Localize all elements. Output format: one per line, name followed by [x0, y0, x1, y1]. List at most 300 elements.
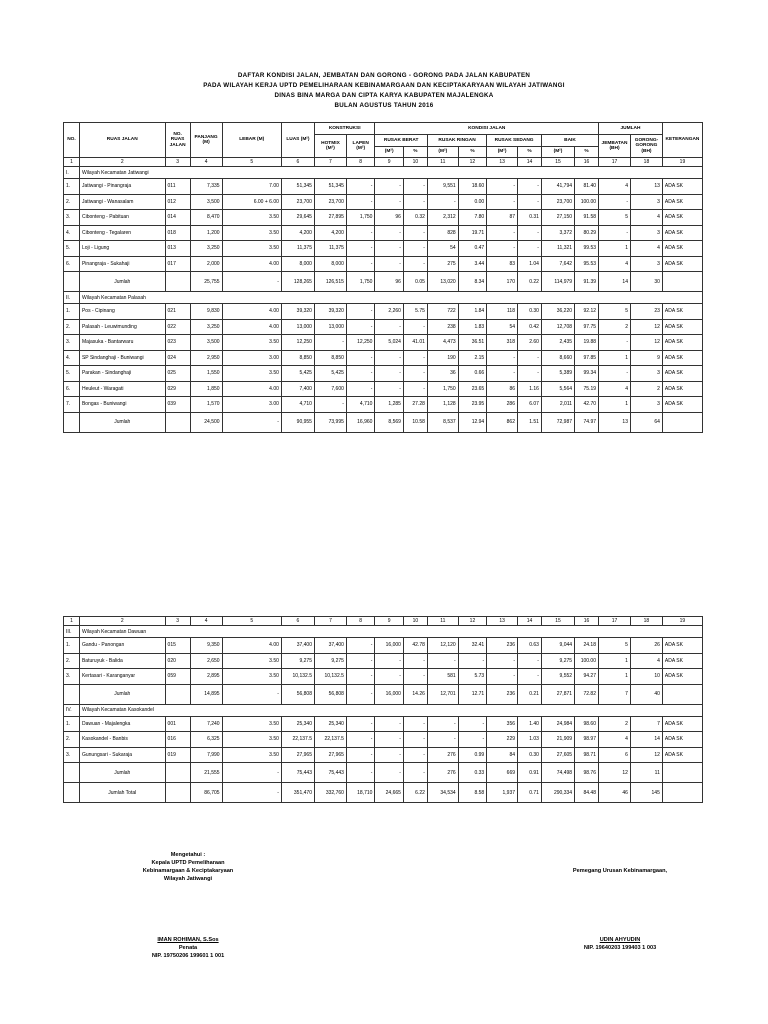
table-cell: 2,260	[375, 304, 404, 320]
table-cell: 356	[487, 716, 518, 732]
table-cell: -	[375, 256, 404, 272]
table-cell: -	[346, 179, 375, 195]
column-number-row	[64, 158, 703, 167]
header-ruas-jalan: RUAS JALAN	[79, 123, 165, 158]
table-cell: 14	[599, 272, 631, 292]
table-cell: 1	[599, 241, 631, 257]
column-number: 16	[575, 158, 599, 167]
table-cell: 8,537	[427, 412, 458, 432]
table-cell: 1.16	[518, 381, 542, 397]
table-row	[64, 638, 703, 654]
table-cell: -	[518, 225, 542, 241]
section-row	[64, 626, 703, 638]
table-cell: 1.	[64, 638, 80, 654]
table-cell: 11,375	[314, 241, 346, 257]
table-cell: -	[487, 653, 518, 669]
table-cell: -	[346, 256, 375, 272]
table-cell: 025	[165, 366, 190, 382]
table-cell: 0.32	[403, 210, 427, 226]
table-cell: 14	[630, 732, 662, 748]
table-cell: 8,000	[314, 256, 346, 272]
table-cell: 9,275	[541, 653, 574, 669]
table-cell: -	[487, 241, 518, 257]
table-row	[64, 653, 703, 669]
table-cell: 0.30	[518, 304, 542, 320]
table-cell: 018	[165, 225, 190, 241]
column-number: 13	[487, 158, 518, 167]
table-cell: ADA SK	[662, 366, 702, 382]
table-cell: 7,400	[281, 381, 314, 397]
table-cell: 0.21	[518, 684, 542, 704]
table-cell: Parakan - Sindanghaji	[79, 366, 165, 382]
table-cell: 4.00	[222, 381, 281, 397]
table-cell: 3.44	[458, 256, 487, 272]
table-cell: 42.78	[403, 638, 427, 654]
table-cell: -	[346, 684, 375, 704]
table-cell: 9,044	[541, 638, 574, 654]
table-row	[64, 350, 703, 366]
table-cell: 12,701	[427, 684, 458, 704]
table-cell: 3.50	[222, 366, 281, 382]
table-cell: 318	[487, 335, 518, 351]
total-row	[64, 412, 703, 432]
header-rusak-sedang: RUSAK SEDANG	[487, 135, 542, 147]
table-cell: 4	[599, 381, 631, 397]
table-cell: 4,473	[427, 335, 458, 351]
table-cell: 4	[630, 653, 662, 669]
table-cell	[165, 684, 190, 704]
table-cell: ADA SK	[662, 319, 702, 335]
table-cell: 1.03	[518, 732, 542, 748]
table-cell: -	[375, 747, 404, 763]
table-cell: 023	[165, 335, 190, 351]
table-cell: 0.71	[518, 783, 542, 803]
table-cell: 4.00	[222, 319, 281, 335]
table-cell: 14.26	[403, 684, 427, 704]
table-cell: 015	[165, 638, 190, 654]
table-cell: 1	[599, 653, 631, 669]
table-cell: 74.97	[575, 412, 599, 432]
table-cell: -	[487, 350, 518, 366]
section-label: Wilayah Kecamatan Palasah	[79, 292, 702, 304]
table-cell: Kertasari - Karanganyar	[79, 669, 165, 685]
table-cell: 7,600	[314, 381, 346, 397]
table-cell: 9	[630, 350, 662, 366]
column-number: 10	[403, 158, 427, 167]
table-cell: 90,955	[281, 412, 314, 432]
header-jumlah: JUMLAH	[599, 123, 663, 135]
column-number: 3	[165, 617, 190, 626]
table-cell: -	[346, 225, 375, 241]
table-cell: 56,808	[314, 684, 346, 704]
table-cell: 4	[599, 732, 631, 748]
title-line-3: DINAS BINA MARGA DAN CIPTA KARYA KABUPATEN MAJALENGKA	[274, 92, 494, 99]
table-cell: -	[518, 653, 542, 669]
table-row	[64, 381, 703, 397]
table-cell	[662, 763, 702, 783]
table-cell: 73,995	[314, 412, 346, 432]
table-cell: 4.	[64, 350, 80, 366]
table-cell: 4,200	[314, 225, 346, 241]
table-cell: 0.47	[458, 241, 487, 257]
table-cell: 2.	[64, 732, 80, 748]
header-unit-pct: %	[403, 147, 427, 158]
table-cell: 2.	[64, 319, 80, 335]
table-cell: 3,250	[190, 319, 222, 335]
table-cell: 2,650	[190, 653, 222, 669]
table-cell: 0.00	[458, 194, 487, 210]
sign-left-line-4: Wilayah Jatiwangi	[163, 876, 213, 882]
table-cell: 024	[165, 350, 190, 366]
table-cell: -	[487, 179, 518, 195]
table-cell: 23.65	[458, 381, 487, 397]
table-cell: 98.76	[575, 763, 599, 783]
table-cell: ADA SK	[662, 716, 702, 732]
table-cell: 23,700	[314, 194, 346, 210]
column-number: 3	[165, 158, 190, 167]
table-row	[64, 256, 703, 272]
table-cell: 46	[599, 783, 631, 803]
header-lapen: LAPEN (M²)	[346, 135, 375, 158]
table-cell: 2,312	[427, 210, 458, 226]
table-cell: 25,340	[281, 716, 314, 732]
table-cell: 99.34	[575, 366, 599, 382]
table-cell: 0.31	[518, 210, 542, 226]
section-number: II.	[64, 292, 80, 304]
table-cell: 3.50	[222, 653, 281, 669]
table-cell: 87	[487, 210, 518, 226]
table-cell: 4	[630, 241, 662, 257]
table-cell: -	[487, 669, 518, 685]
table-cell: 75,443	[314, 763, 346, 783]
table-cell: 8.58	[458, 783, 487, 803]
column-number: 6	[281, 158, 314, 167]
table-cell: 1.83	[458, 319, 487, 335]
table-cell: ADA SK	[662, 194, 702, 210]
table-cell: 5	[599, 304, 631, 320]
table-cell: 3.50	[222, 716, 281, 732]
table-cell: 51,345	[281, 179, 314, 195]
table-cell: 9,275	[314, 653, 346, 669]
column-number: 7	[314, 617, 346, 626]
table-cell: 021	[165, 304, 190, 320]
header-gorong: GORONG-GORONG (BH)	[630, 135, 662, 158]
table-cell: -	[346, 194, 375, 210]
table-cell	[64, 272, 80, 292]
table-cell: 9,830	[190, 304, 222, 320]
table-cell: 2,895	[190, 669, 222, 685]
table-cell: Gandu - Panongan	[79, 638, 165, 654]
table-cell: 81.40	[575, 179, 599, 195]
table-cell: Pos - Cipinang	[79, 304, 165, 320]
table-cell: ADA SK	[662, 732, 702, 748]
column-number: 14	[518, 617, 542, 626]
table-cell: 27,965	[281, 747, 314, 763]
table-cell: ADA SK	[662, 747, 702, 763]
table-cell: -	[403, 653, 427, 669]
table-cell: 30	[630, 272, 662, 292]
table-cell: ADA SK	[662, 241, 702, 257]
table-cell: 99.53	[575, 241, 599, 257]
table-cell: 41.01	[403, 335, 427, 351]
table-cell: 2,950	[190, 350, 222, 366]
table-cell: ADA SK	[662, 256, 702, 272]
table-cell: 18,710	[346, 783, 375, 803]
table-cell: 94.27	[575, 669, 599, 685]
table-cell: 275	[427, 256, 458, 272]
column-number: 1	[64, 158, 80, 167]
table-cell: 3,500	[190, 194, 222, 210]
table-cell: 7,990	[190, 747, 222, 763]
table-cell: -	[403, 179, 427, 195]
table-row	[64, 335, 703, 351]
table-cell: 92.12	[575, 304, 599, 320]
table-cell: 0.22	[518, 272, 542, 292]
column-number: 11	[427, 617, 458, 626]
table-cell: -	[375, 653, 404, 669]
table-cell: 3.50	[222, 225, 281, 241]
table-cell: 12,250	[281, 335, 314, 351]
column-number: 17	[599, 617, 631, 626]
column-number: 2	[79, 617, 165, 626]
table-cell: Jumlah Total	[79, 783, 165, 803]
table-row	[64, 747, 703, 763]
table-cell: -	[375, 669, 404, 685]
table-cell: 4.00	[222, 256, 281, 272]
table-cell: 6	[599, 747, 631, 763]
road-condition-table-2	[63, 616, 703, 803]
table-cell: ADA SK	[662, 210, 702, 226]
table-cell: 6.	[64, 381, 80, 397]
table-cell: 37,400	[281, 638, 314, 654]
header-no-ruas: NO. RUAS JALAN	[165, 123, 190, 158]
table-cell: 1,750	[427, 381, 458, 397]
table-cell: -	[487, 225, 518, 241]
table-cell: -	[346, 304, 375, 320]
table-cell: -	[346, 350, 375, 366]
table-cell	[662, 272, 702, 292]
table-cell: 276	[427, 763, 458, 783]
sign-left-nip: NIP. 19750206 199601 1 001	[151, 953, 225, 959]
table-cell: Cibonteng - Pabituan	[79, 210, 165, 226]
table-cell	[662, 684, 702, 704]
section-row	[64, 704, 703, 716]
table-cell: 3	[630, 256, 662, 272]
table-cell: 0.05	[403, 272, 427, 292]
table-cell: 7,642	[541, 256, 574, 272]
table-cell: 5	[599, 638, 631, 654]
table-cell: 36	[427, 366, 458, 382]
table-cell: -	[518, 669, 542, 685]
table-cell: -	[346, 241, 375, 257]
header-no: NO.	[64, 123, 80, 158]
section-number: III.	[64, 626, 80, 638]
table-cell: 16,960	[346, 412, 375, 432]
table-cell: -	[403, 350, 427, 366]
table-cell: Heuleut - Waragati	[79, 381, 165, 397]
table-cell: -	[222, 412, 281, 432]
table-cell	[662, 412, 702, 432]
section-number: IV.	[64, 704, 80, 716]
table-cell: 12	[630, 747, 662, 763]
table-cell: 72.82	[575, 684, 599, 704]
table-cell: 98.97	[575, 732, 599, 748]
table-cell: 39,320	[314, 304, 346, 320]
table-cell: 1,750	[346, 210, 375, 226]
table-cell: 10	[630, 669, 662, 685]
table-cell: -	[346, 319, 375, 335]
column-number: 16	[575, 617, 599, 626]
table-cell: 8,660	[541, 350, 574, 366]
column-number: 11	[427, 158, 458, 167]
table-cell: ADA SK	[662, 335, 702, 351]
table-cell: 84	[487, 747, 518, 763]
table-cell: 80.29	[575, 225, 599, 241]
table-cell: Dawuan - Majalengka	[79, 716, 165, 732]
table-cell: 1.	[64, 304, 80, 320]
table-cell: 12	[599, 763, 631, 783]
table-cell: 12.94	[458, 412, 487, 432]
table-cell: 5,024	[375, 335, 404, 351]
table-cell: 36.51	[458, 335, 487, 351]
table-cell: -	[375, 319, 404, 335]
table-cell: 6.00 + 6.00	[222, 194, 281, 210]
table-cell: 4	[630, 210, 662, 226]
table-cell: Jumlah	[79, 684, 165, 704]
header-keterangan: KETERANGAN	[662, 123, 702, 158]
table-cell: -	[314, 397, 346, 413]
table-cell: 016	[165, 732, 190, 748]
column-number: 19	[662, 617, 702, 626]
table-cell: 170	[487, 272, 518, 292]
table-cell: 91.39	[575, 272, 599, 292]
table-cell: -	[403, 716, 427, 732]
table-cell	[64, 684, 80, 704]
table-cell: -	[375, 716, 404, 732]
table-cell: -	[375, 241, 404, 257]
table-cell: Palasah - Leuwimunding	[79, 319, 165, 335]
table-cell: SP Sindanghaji - Buniwangi	[79, 350, 165, 366]
table-cell: ADA SK	[662, 350, 702, 366]
table-cell: 5.73	[458, 669, 487, 685]
table-cell: -	[222, 763, 281, 783]
table-cell: 4,200	[281, 225, 314, 241]
section-number: I.	[64, 167, 80, 179]
table-row	[64, 210, 703, 226]
table-cell: 22,137.5	[281, 732, 314, 748]
table-cell: 1,285	[375, 397, 404, 413]
table-cell: 3.00	[222, 350, 281, 366]
table-cell: 290,334	[541, 783, 574, 803]
table-cell: 12,250	[346, 335, 375, 351]
table-cell: 3.50	[222, 241, 281, 257]
table-cell: 98.71	[575, 747, 599, 763]
table-cell: ADA SK	[662, 669, 702, 685]
header-lebar: LEBAR (M)	[222, 123, 281, 158]
table-cell: 84.48	[575, 783, 599, 803]
table-cell: 190	[427, 350, 458, 366]
table-cell: 75,443	[281, 763, 314, 783]
table-cell: -	[518, 194, 542, 210]
section-label: Wilayah Kecamatan Dawuan	[79, 626, 702, 638]
table-cell: 5.75	[403, 304, 427, 320]
table-cell: 1,850	[190, 381, 222, 397]
sign-left-line-1: Mengetahui :	[170, 852, 206, 858]
table-cell: 41,794	[541, 179, 574, 195]
table-cell: 332,760	[314, 783, 346, 803]
table-cell: 3.50	[222, 210, 281, 226]
table-cell: Pinangraja - Sukahaji	[79, 256, 165, 272]
table-cell: 0.30	[518, 747, 542, 763]
table-cell: -	[518, 241, 542, 257]
section-row	[64, 292, 703, 304]
table-cell: -	[222, 783, 281, 803]
table-cell: 1,570	[190, 397, 222, 413]
table-cell: -	[458, 716, 487, 732]
table-cell: 27,871	[541, 684, 574, 704]
table-cell: 34,534	[427, 783, 458, 803]
table-cell: 1.51	[518, 412, 542, 432]
table-cell: -	[403, 225, 427, 241]
table-cell: 581	[427, 669, 458, 685]
table-cell: 86,705	[190, 783, 222, 803]
section-label: Wilayah Kecamatan Jatiwangi	[79, 167, 702, 179]
table-cell: 4	[599, 256, 631, 272]
table-cell: 7.	[64, 397, 80, 413]
table-cell: 1.	[64, 716, 80, 732]
signature-name-right	[540, 936, 700, 952]
sign-left-line-2: Kepala UPTD Pemeliharaan	[151, 860, 225, 866]
table-cell: 013	[165, 241, 190, 257]
header-unit-pct: %	[518, 147, 542, 158]
table-cell: 27,895	[314, 210, 346, 226]
table-cell: 114,979	[541, 272, 574, 292]
table-cell: 74,498	[541, 763, 574, 783]
table-cell: -	[375, 194, 404, 210]
table-cell: Loji - Ligung	[79, 241, 165, 257]
column-number-row	[64, 617, 703, 626]
table-cell: 3	[630, 397, 662, 413]
table-cell: 2,000	[190, 256, 222, 272]
table-cell: 2,011	[541, 397, 574, 413]
table-cell: 18.60	[458, 179, 487, 195]
table-cell: 2.	[64, 194, 80, 210]
table-cell: 3.	[64, 335, 80, 351]
table-cell: 19.71	[458, 225, 487, 241]
table-cell: 100.00	[575, 653, 599, 669]
table-cell: ADA SK	[662, 638, 702, 654]
column-number: 17	[599, 158, 631, 167]
header-unit-pct: %	[575, 147, 599, 158]
table-cell: -	[403, 366, 427, 382]
table-cell: -	[427, 194, 458, 210]
table-cell: 5.	[64, 241, 80, 257]
sign-right-name: UDIN AHYUDIN	[599, 937, 641, 943]
table-cell: 286	[487, 397, 518, 413]
header-unit-m2: (M²)	[427, 147, 458, 158]
table-cell: 56,808	[281, 684, 314, 704]
table-cell: -	[599, 225, 631, 241]
table-cell: ADA SK	[662, 304, 702, 320]
table-cell: 27,965	[314, 747, 346, 763]
table-cell: -	[427, 732, 458, 748]
table-cell: 2.15	[458, 350, 487, 366]
section-label: Wilayah Kecamatan Kasokandel	[79, 704, 702, 716]
table-cell: 669	[487, 763, 518, 783]
table-cell: 100.00	[575, 194, 599, 210]
table-cell: -	[346, 747, 375, 763]
table-cell: 12.71	[458, 684, 487, 704]
